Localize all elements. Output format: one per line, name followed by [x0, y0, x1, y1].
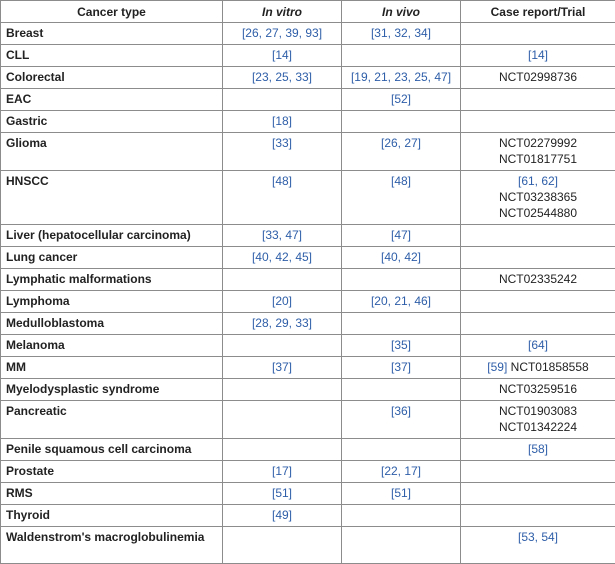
in-vivo-cell [342, 527, 461, 564]
case-report-trial-cell [461, 133, 615, 171]
table-row [1, 225, 615, 247]
trial-id: NCT03238365 [499, 190, 577, 204]
in-vitro-cell [223, 247, 342, 269]
cancer-type-cell: Penile squamous cell carcinoma [1, 439, 223, 461]
table-row [1, 527, 615, 564]
citation-link[interactable]: [14] [272, 48, 292, 62]
cancer-type-cell: Lymphatic malformations [1, 269, 223, 291]
citation-link[interactable]: [52] [391, 92, 411, 106]
citation-link[interactable]: [49] [272, 508, 292, 522]
in-vitro-cell [223, 483, 342, 505]
in-vitro-cell [223, 269, 342, 291]
table-row [1, 171, 615, 225]
case-report-trial-cell [461, 357, 615, 379]
table-row [1, 313, 615, 335]
citation-link[interactable]: [23, 25, 33] [252, 70, 312, 84]
case-report-trial-cell [461, 45, 615, 67]
citation-link[interactable]: [19, 21, 23, 25, 47] [351, 70, 451, 84]
header-in-vitro: In vitro [223, 1, 342, 23]
case-report-trial-cell [461, 89, 615, 111]
trial-line [465, 529, 611, 545]
cancer-type-cell: Thyroid [1, 505, 223, 527]
in-vivo-cell [342, 171, 461, 225]
cancer-type-cell: Medulloblastoma [1, 313, 223, 335]
trial-id: NCT01903083 [499, 404, 577, 418]
in-vivo-cell [342, 225, 461, 247]
citation-link[interactable]: [20] [272, 294, 292, 308]
in-vivo-cell [342, 269, 461, 291]
in-vivo-cell [342, 45, 461, 67]
in-vivo-cell [342, 133, 461, 171]
in-vitro-cell [223, 335, 342, 357]
citation-link[interactable]: [51] [391, 486, 411, 500]
cancer-type-cell: RMS [1, 483, 223, 505]
trial-line [465, 381, 611, 397]
cancer-type-cell: Gastric [1, 111, 223, 133]
table-row [1, 401, 615, 439]
in-vivo-cell [342, 67, 461, 89]
table-row [1, 357, 615, 379]
trial-id: NCT03259516 [499, 382, 577, 396]
trial-line [465, 205, 611, 221]
in-vivo-cell [342, 505, 461, 527]
case-report-trial-cell [461, 439, 615, 461]
table-row [1, 133, 615, 171]
citation-link[interactable]: [37] [272, 360, 292, 374]
in-vitro-cell [223, 133, 342, 171]
in-vitro-cell [223, 45, 342, 67]
citation-link[interactable]: [18] [272, 114, 292, 128]
citation-link[interactable]: [40, 42, 45] [252, 250, 312, 264]
in-vivo-cell [342, 291, 461, 313]
table-row [1, 67, 615, 89]
header-cancer-type: Cancer type [1, 1, 223, 23]
in-vitro-cell [223, 461, 342, 483]
citation-link[interactable]: [37] [391, 360, 411, 374]
in-vivo-cell [342, 483, 461, 505]
trial-line [465, 151, 611, 167]
table-row [1, 23, 615, 45]
citation-link[interactable]: [33] [272, 136, 292, 150]
citation-link[interactable]: [53, 54] [518, 530, 558, 544]
citation-link[interactable]: [33, 47] [262, 228, 302, 242]
cancer-type-cell: Breast [1, 23, 223, 45]
cancer-type-cell: Glioma [1, 133, 223, 171]
citation-link[interactable]: [14] [528, 48, 548, 62]
citation-link[interactable]: [22, 17] [381, 464, 421, 478]
trial-line [465, 69, 611, 85]
citation-link[interactable]: [31, 32, 34] [371, 26, 431, 40]
table-row [1, 335, 615, 357]
case-report-trial-cell [461, 483, 615, 505]
table-row [1, 89, 615, 111]
in-vitro-cell [223, 439, 342, 461]
case-report-trial-cell [461, 335, 615, 357]
citation-link[interactable]: [26, 27] [381, 136, 421, 150]
trial-id: NCT01858558 [507, 360, 588, 374]
in-vitro-cell [223, 357, 342, 379]
case-report-trial-cell [461, 527, 615, 564]
trial-id: NCT01342224 [499, 420, 577, 434]
trial-id: NCT02335242 [499, 272, 577, 286]
trial-line [465, 135, 611, 151]
table-row [1, 269, 615, 291]
trial-line [465, 441, 611, 457]
citation-link[interactable]: [51] [272, 486, 292, 500]
case-report-trial-cell [461, 171, 615, 225]
cancer-type-cell: HNSCC [1, 171, 223, 225]
in-vivo-cell [342, 401, 461, 439]
in-vivo-cell [342, 23, 461, 45]
trial-line [465, 47, 611, 63]
case-report-trial-cell [461, 269, 615, 291]
in-vivo-cell [342, 461, 461, 483]
trial-line [465, 271, 611, 287]
in-vitro-cell [223, 401, 342, 439]
case-report-trial-cell [461, 505, 615, 527]
trial-id: NCT02279992 [499, 136, 577, 150]
in-vivo-cell [342, 313, 461, 335]
trial-id: NCT01817751 [499, 152, 577, 166]
case-report-trial-cell [461, 23, 615, 45]
cancer-type-cell: Myelodysplastic syndrome [1, 379, 223, 401]
table-row [1, 291, 615, 313]
in-vivo-cell [342, 439, 461, 461]
in-vitro-cell [223, 291, 342, 313]
citation-link[interactable]: [17] [272, 464, 292, 478]
in-vivo-cell [342, 379, 461, 401]
in-vitro-cell [223, 89, 342, 111]
case-report-trial-cell [461, 247, 615, 269]
case-report-trial-cell [461, 291, 615, 313]
table-row [1, 111, 615, 133]
cancer-type-cell: MM [1, 357, 223, 379]
case-report-trial-cell [461, 379, 615, 401]
citation-link[interactable]: [59] [487, 360, 507, 374]
header-in-vivo: In vivo [342, 1, 461, 23]
trial-line [465, 189, 611, 205]
table-row [1, 483, 615, 505]
in-vivo-cell [342, 89, 461, 111]
citation-link[interactable]: [48] [272, 174, 292, 188]
case-report-trial-cell [461, 401, 615, 439]
trial-line [465, 173, 611, 189]
table-row [1, 505, 615, 527]
cancer-type-cell: Pancreatic [1, 401, 223, 439]
cancer-type-cell: Prostate [1, 461, 223, 483]
cancer-type-cell: Liver (hepatocellular carcinoma) [1, 225, 223, 247]
trial-line [465, 337, 611, 353]
in-vitro-cell [223, 505, 342, 527]
case-report-trial-cell [461, 461, 615, 483]
citation-link[interactable]: [35] [391, 338, 411, 352]
table-row [1, 379, 615, 401]
citation-link[interactable]: [64] [528, 338, 548, 352]
table-header-row [1, 1, 615, 23]
citation-link[interactable]: [20, 21, 46] [371, 294, 431, 308]
citation-link[interactable]: [26, 27, 39, 93] [242, 26, 322, 40]
in-vitro-cell [223, 379, 342, 401]
cancer-type-cell: Waldenstrom's macroglobulinemia [1, 527, 223, 564]
cancer-type-cell: Lymphoma [1, 291, 223, 313]
trial-line [465, 419, 611, 435]
case-report-trial-cell [461, 313, 615, 335]
cancer-type-cell: Lung cancer [1, 247, 223, 269]
table-row [1, 461, 615, 483]
trial-id: NCT02544880 [499, 206, 577, 220]
case-report-trial-cell [461, 111, 615, 133]
table-row [1, 45, 615, 67]
citation-link[interactable]: [28, 29, 33] [252, 316, 312, 330]
in-vitro-cell [223, 313, 342, 335]
table-row [1, 439, 615, 461]
table-row [1, 247, 615, 269]
cancer-type-cell: Melanoma [1, 335, 223, 357]
trial-id: NCT02998736 [499, 70, 577, 84]
citation-link[interactable]: [40, 42] [381, 250, 421, 264]
in-vitro-cell [223, 225, 342, 247]
trial-line [465, 403, 611, 419]
in-vitro-cell [223, 171, 342, 225]
table-body [1, 23, 615, 564]
cancer-type-cell: CLL [1, 45, 223, 67]
header-case-report-trial: Case report/Trial [461, 1, 615, 23]
in-vitro-cell [223, 111, 342, 133]
trial-line [465, 359, 611, 375]
in-vitro-cell [223, 67, 342, 89]
in-vivo-cell [342, 335, 461, 357]
citation-link[interactable]: [61, 62] [518, 174, 558, 188]
cancer-type-cell: EAC [1, 89, 223, 111]
in-vivo-cell [342, 247, 461, 269]
in-vivo-cell [342, 111, 461, 133]
citation-link[interactable]: [48] [391, 174, 411, 188]
cancer-type-cell: Colorectal [1, 67, 223, 89]
in-vitro-cell [223, 23, 342, 45]
in-vivo-cell [342, 357, 461, 379]
citation-link[interactable]: [58] [528, 442, 548, 456]
citation-link[interactable]: [36] [391, 404, 411, 418]
in-vitro-cell [223, 527, 342, 564]
citation-link[interactable]: [47] [391, 228, 411, 242]
case-report-trial-cell [461, 225, 615, 247]
case-report-trial-cell [461, 67, 615, 89]
